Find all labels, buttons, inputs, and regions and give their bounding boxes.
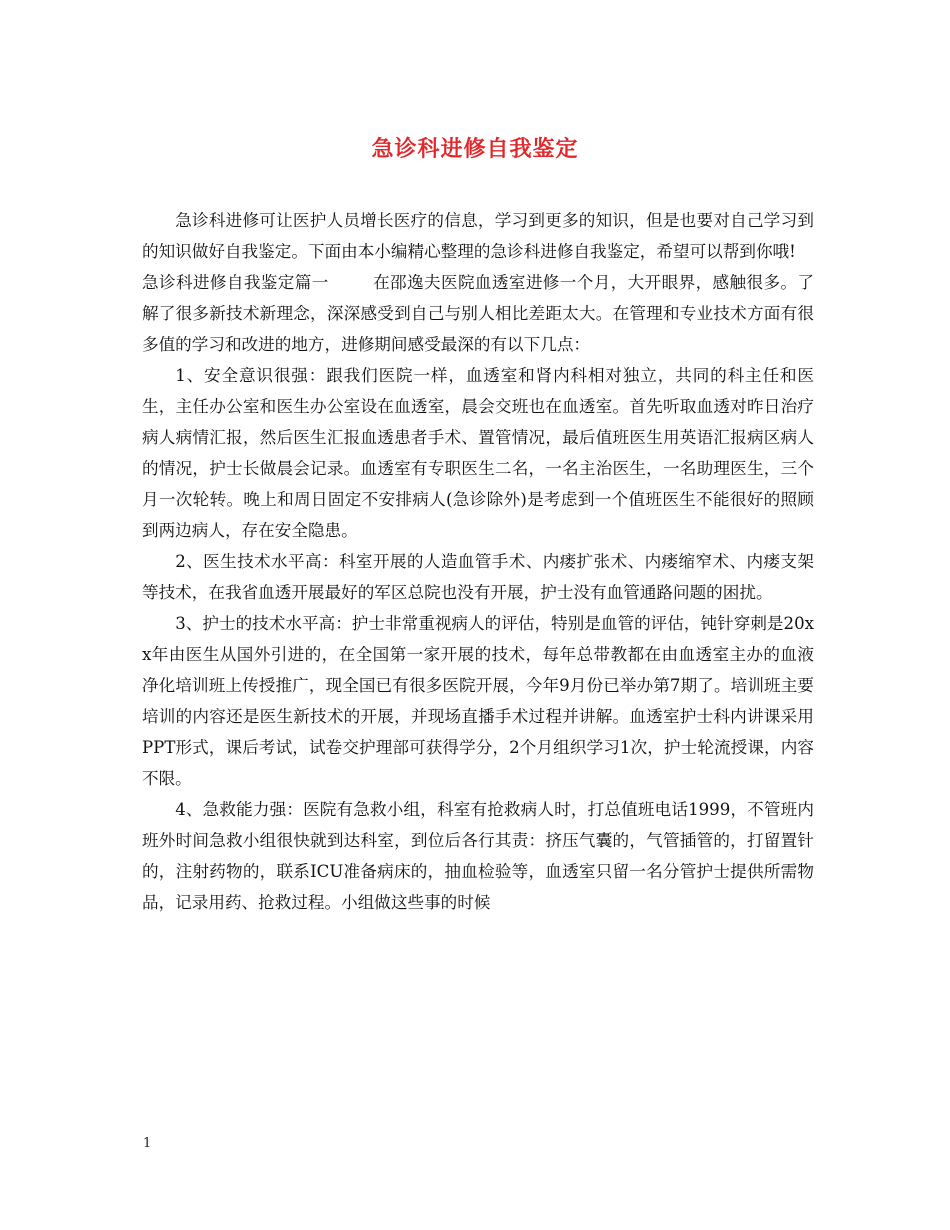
section-one-paragraph <box>142 267 814 360</box>
page-number: 1 <box>143 1136 152 1151</box>
body-paragraph-1: 1、安全意识很强：跟我们医院一样，血透室和肾内科相对独立，共同的科主任和医生，主任办公室和医生办公室设在血透室，晨会交班也在血透室。首先听取血透对昨日治疗病人病情汇报，然后医生汇报血透患者手术、置管情况，最后值班医生用英语汇报病区病人的情况，护士长做晨会记录。血透室有专职医生二名，一名主治医生，一名助理医生，三个月一次轮转。晚上和周日固定不安排病人(急诊除外)是考虑到一个值班医生不能很好的照顾到两边病人，存在安全隐患。 <box>142 366 814 540</box>
document-title: 急诊科进修自我鉴定 <box>371 136 579 162</box>
document-body <box>142 205 814 918</box>
body-paragraph-2: 2、医生技术水平高：科室开展的人造血管手术、内瘘扩张术、内瘘缩窄术、内瘘支架等技术，在我省血透开展最好的军区总院也没有开展，护士没有血管通路问题的困扰。 <box>142 552 814 602</box>
body-paragraph-4: 4、急救能力强：医院有急救小组，科室有抢救病人时，打总值班电话1999，不管班内班外时间急救小组很快就到达科室，到位后各行其责：挤压气囊的，气管插管的，打留置针的，注射药物的，联系ICU准备病床的，抽血检验等，血透室只留一名分管护士提供所需物品，记录用药、抢救过程。小组做这些事的时候 <box>142 800 814 912</box>
intro-paragraph: 急诊科进修可让医护人员增长医疗的信息，学习到更多的知识，但是也要对自己学习到的知识做好自我鉴定。下面由本小编精心整理的急诊科进修自我鉴定，希望可以帮到你哦! <box>142 211 814 261</box>
section-first-text: 在邵逸夫医院血透室进修一个月，大开眼界，感触很多。了解了很多新技术新理念，深深感受到自己与别人相比差距太大。在管理和专业技术方面有很多值的学习和改进的地方，进修期间感受最深的有以下几点： <box>142 273 814 354</box>
section-heading: 急诊科进修自我鉴定篇一 <box>142 273 329 292</box>
body-paragraph-3: 3、护士的技术水平高：护士非常重视病人的评估，特别是血管的评估，钝针穿刺是20xx年由医生从国外引进的，在全国第一家开展的技术，每年总带教都在由血透室主办的血液净化培训班上传授推广，现全国已有很多医院开展，今年9月份已举办第7期了。培训班主要培训的内容还是医生新技术的开展，并现场直播手术过程并讲解。血透室护士科内讲课采用PPT形式，课后考试，试卷交护理部可获得学分，2个月组织学习1次，护士轮流授课，内容不限。 <box>142 614 814 788</box>
